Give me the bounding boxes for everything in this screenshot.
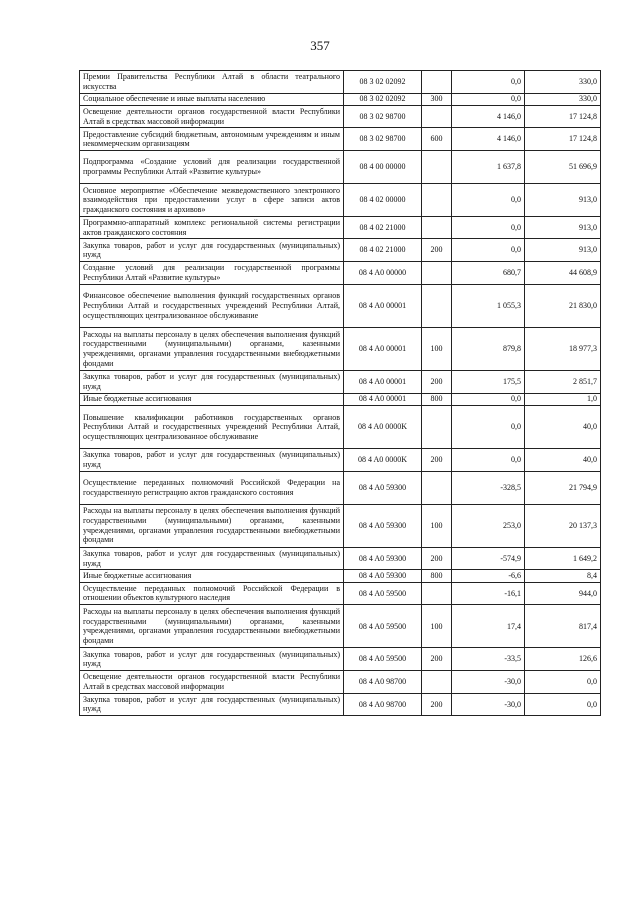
row-expense-type-cell: 100 xyxy=(422,327,452,370)
row-total-amount-cell: 51 696,9 xyxy=(525,151,601,184)
row-change-amount-cell: 0,0 xyxy=(452,183,525,216)
row-total-amount-cell: 913,0 xyxy=(525,216,601,239)
row-name-cell: Расходы на выплаты персоналу в целях обеспечения выполнения функций государственными (муниципальными) органами, казенными учреждениями, органами управления государственными внебюджетными фондами xyxy=(80,327,344,370)
row-expense-type-cell: 600 xyxy=(422,128,452,151)
row-change-amount-cell: 0,0 xyxy=(452,405,525,448)
row-code-cell: 08 4 A0 0000K xyxy=(344,449,422,472)
row-name-cell: Иные бюджетные ассигнования xyxy=(80,393,344,405)
row-code-cell: 08 4 A0 00001 xyxy=(344,327,422,370)
table-row xyxy=(80,471,601,504)
row-code-cell: 08 3 02 98700 xyxy=(344,105,422,128)
row-expense-type-cell: 200 xyxy=(422,547,452,570)
row-name-cell: Создание условий для реализации государственной программы Республики Алтай «Развитие культуры» xyxy=(80,262,344,285)
row-change-amount-cell: -6,6 xyxy=(452,570,525,582)
row-code-cell: 08 4 A0 59500 xyxy=(344,648,422,671)
row-code-cell: 08 4 A0 59500 xyxy=(344,605,422,648)
row-expense-type-cell: 300 xyxy=(422,93,452,105)
table-row xyxy=(80,183,601,216)
row-name-cell: Закупка товаров, работ и услуг для государственных (муниципальных) нужд xyxy=(80,547,344,570)
page-number: 357 xyxy=(310,38,330,53)
row-name-cell: Премии Правительства Республики Алтай в области театрального искусства xyxy=(80,71,344,94)
row-name-cell: Закупка товаров, работ и услуг для государственных (муниципальных) нужд xyxy=(80,693,344,716)
row-expense-type-cell: 800 xyxy=(422,393,452,405)
row-expense-type-cell: 200 xyxy=(422,449,452,472)
row-expense-type-cell xyxy=(422,582,452,605)
row-expense-type-cell: 200 xyxy=(422,693,452,716)
row-name-cell: Закупка товаров, работ и услуг для государственных (муниципальных) нужд xyxy=(80,648,344,671)
row-name-cell: Программно-аппаратный комплекс региональной системы регистрации актов гражданского состояния xyxy=(80,216,344,239)
row-change-amount-cell: 4 146,0 xyxy=(452,105,525,128)
row-code-cell: 08 4 02 21000 xyxy=(344,216,422,239)
row-code-cell: 08 4 00 00000 xyxy=(344,151,422,184)
table-row xyxy=(80,93,601,105)
table-row xyxy=(80,128,601,151)
row-change-amount-cell: 4 146,0 xyxy=(452,128,525,151)
row-expense-type-cell: 100 xyxy=(422,605,452,648)
row-code-cell: 08 3 02 02092 xyxy=(344,71,422,94)
table-row xyxy=(80,371,601,394)
row-change-amount-cell: 0,0 xyxy=(452,93,525,105)
table-row xyxy=(80,570,601,582)
row-total-amount-cell: 21 830,0 xyxy=(525,284,601,327)
row-total-amount-cell: 330,0 xyxy=(525,71,601,94)
row-change-amount-cell: 0,0 xyxy=(452,216,525,239)
row-code-cell: 08 4 A0 98700 xyxy=(344,693,422,716)
row-expense-type-cell: 200 xyxy=(422,239,452,262)
row-total-amount-cell: 21 794,9 xyxy=(525,471,601,504)
row-code-cell: 08 4 A0 59300 xyxy=(344,547,422,570)
row-code-cell: 08 4 02 00000 xyxy=(344,183,422,216)
table-row xyxy=(80,582,601,605)
row-change-amount-cell: 879,8 xyxy=(452,327,525,370)
table-row xyxy=(80,547,601,570)
row-code-cell: 08 4 A0 00001 xyxy=(344,371,422,394)
row-change-amount-cell: -16,1 xyxy=(452,582,525,605)
table-row xyxy=(80,393,601,405)
row-change-amount-cell: 0,0 xyxy=(452,449,525,472)
table-row xyxy=(80,671,601,694)
row-total-amount-cell: 40,0 xyxy=(525,405,601,448)
row-name-cell: Социальное обеспечение и иные выплаты населению xyxy=(80,93,344,105)
row-code-cell: 08 4 A0 59300 xyxy=(344,471,422,504)
row-name-cell: Закупка товаров, работ и услуг для государственных (муниципальных) нужд xyxy=(80,371,344,394)
table-row xyxy=(80,327,601,370)
row-total-amount-cell: 817,4 xyxy=(525,605,601,648)
row-code-cell: 08 3 02 02092 xyxy=(344,93,422,105)
row-code-cell: 08 4 A0 59300 xyxy=(344,504,422,547)
row-total-amount-cell: 44 608,9 xyxy=(525,262,601,285)
row-total-amount-cell: 330,0 xyxy=(525,93,601,105)
table-row xyxy=(80,449,601,472)
row-total-amount-cell: 1,0 xyxy=(525,393,601,405)
row-total-amount-cell: 17 124,8 xyxy=(525,128,601,151)
table-row xyxy=(80,648,601,671)
row-expense-type-cell xyxy=(422,105,452,128)
row-name-cell: Расходы на выплаты персоналу в целях обеспечения выполнения функций государственными (муниципальными) органами, казенными учреждениями, органами управления государственными внебюджетными фондами xyxy=(80,605,344,648)
row-name-cell: Освещение деятельности органов государственной власти Республики Алтай в средствах массовой информации xyxy=(80,105,344,128)
table-row xyxy=(80,262,601,285)
row-code-cell: 08 3 02 98700 xyxy=(344,128,422,151)
row-change-amount-cell: -30,0 xyxy=(452,693,525,716)
row-expense-type-cell: 100 xyxy=(422,504,452,547)
row-expense-type-cell xyxy=(422,284,452,327)
row-name-cell: Освещение деятельности органов государственной власти Республики Алтай в средствах массовой информации xyxy=(80,671,344,694)
table-row xyxy=(80,405,601,448)
row-change-amount-cell: 175,5 xyxy=(452,371,525,394)
row-total-amount-cell: 8,4 xyxy=(525,570,601,582)
row-change-amount-cell: -33,5 xyxy=(452,648,525,671)
row-expense-type-cell xyxy=(422,262,452,285)
row-total-amount-cell: 913,0 xyxy=(525,239,601,262)
table-row xyxy=(80,71,601,94)
row-name-cell: Осуществление переданных полномочий Российской Федерации в отношении объектов культурного наследия xyxy=(80,582,344,605)
row-name-cell: Основное мероприятие «Обеспечение межведомственного электронного взаимодействия при предоставлении услуг в сфере записи актов гражданского состояния и архивов» xyxy=(80,183,344,216)
row-total-amount-cell: 0,0 xyxy=(525,671,601,694)
row-change-amount-cell: 1 637,8 xyxy=(452,151,525,184)
row-total-amount-cell: 40,0 xyxy=(525,449,601,472)
row-change-amount-cell: 0,0 xyxy=(452,393,525,405)
row-total-amount-cell: 944,0 xyxy=(525,582,601,605)
row-expense-type-cell xyxy=(422,183,452,216)
row-expense-type-cell xyxy=(422,216,452,239)
table-row xyxy=(80,605,601,648)
row-total-amount-cell: 20 137,3 xyxy=(525,504,601,547)
row-code-cell: 08 4 A0 00001 xyxy=(344,284,422,327)
budget-table-body xyxy=(80,71,601,716)
row-code-cell: 08 4 A0 59500 xyxy=(344,582,422,605)
row-expense-type-cell xyxy=(422,151,452,184)
row-code-cell: 08 4 A0 0000K xyxy=(344,405,422,448)
row-code-cell: 08 4 A0 98700 xyxy=(344,671,422,694)
row-total-amount-cell: 17 124,8 xyxy=(525,105,601,128)
row-total-amount-cell: 913,0 xyxy=(525,183,601,216)
row-change-amount-cell: -574,9 xyxy=(452,547,525,570)
table-row xyxy=(80,239,601,262)
row-expense-type-cell xyxy=(422,405,452,448)
row-total-amount-cell: 18 977,3 xyxy=(525,327,601,370)
row-name-cell: Расходы на выплаты персоналу в целях обеспечения выполнения функций государственными (муниципальными) органами, казенными учреждениями, органами управления государственными внебюджетными фондами xyxy=(80,504,344,547)
row-code-cell: 08 4 02 21000 xyxy=(344,239,422,262)
row-total-amount-cell: 1 649,2 xyxy=(525,547,601,570)
budget-table xyxy=(79,70,601,716)
row-expense-type-cell: 200 xyxy=(422,648,452,671)
row-change-amount-cell: -30,0 xyxy=(452,671,525,694)
row-change-amount-cell: 17,4 xyxy=(452,605,525,648)
row-change-amount-cell: 680,7 xyxy=(452,262,525,285)
row-name-cell: Финансовое обеспечение выполнения функций государственных органов Республики Алтай и государственных учреждений Республики Алтай, осуществляющих централизованное обслуживание xyxy=(80,284,344,327)
table-row xyxy=(80,693,601,716)
row-code-cell: 08 4 A0 59300 xyxy=(344,570,422,582)
row-name-cell: Закупка товаров, работ и услуг для государственных (муниципальных) нужд xyxy=(80,239,344,262)
row-name-cell: Закупка товаров, работ и услуг для государственных (муниципальных) нужд xyxy=(80,449,344,472)
row-total-amount-cell: 126,6 xyxy=(525,648,601,671)
row-code-cell: 08 4 A0 00000 xyxy=(344,262,422,285)
row-expense-type-cell xyxy=(422,671,452,694)
row-expense-type-cell: 200 xyxy=(422,371,452,394)
table-row xyxy=(80,504,601,547)
row-expense-type-cell: 800 xyxy=(422,570,452,582)
row-change-amount-cell: 0,0 xyxy=(452,239,525,262)
row-change-amount-cell: 253,0 xyxy=(452,504,525,547)
row-name-cell: Повышение квалификации работников государственных органов Республики Алтай и государственных учреждений Республики Алтай, осуществляющих централизованное обслуживание xyxy=(80,405,344,448)
row-change-amount-cell: -328,5 xyxy=(452,471,525,504)
row-name-cell: Осуществление переданных полномочий Российской Федерации на государственную регистрацию актов гражданского состояния xyxy=(80,471,344,504)
row-expense-type-cell xyxy=(422,471,452,504)
row-change-amount-cell: 1 055,3 xyxy=(452,284,525,327)
table-row xyxy=(80,151,601,184)
table-row xyxy=(80,105,601,128)
row-code-cell: 08 4 A0 00001 xyxy=(344,393,422,405)
row-total-amount-cell: 2 851,7 xyxy=(525,371,601,394)
row-name-cell: Подпрограмма «Создание условий для реализации государственной программы Республики Алтай «Развитие культуры» xyxy=(80,151,344,184)
row-name-cell: Иные бюджетные ассигнования xyxy=(80,570,344,582)
row-name-cell: Предоставление субсидий бюджетным, автономным учреждениям и иным некоммерческим организациям xyxy=(80,128,344,151)
row-total-amount-cell: 0,0 xyxy=(525,693,601,716)
table-row xyxy=(80,216,601,239)
row-expense-type-cell xyxy=(422,71,452,94)
table-row xyxy=(80,284,601,327)
row-change-amount-cell: 0,0 xyxy=(452,71,525,94)
